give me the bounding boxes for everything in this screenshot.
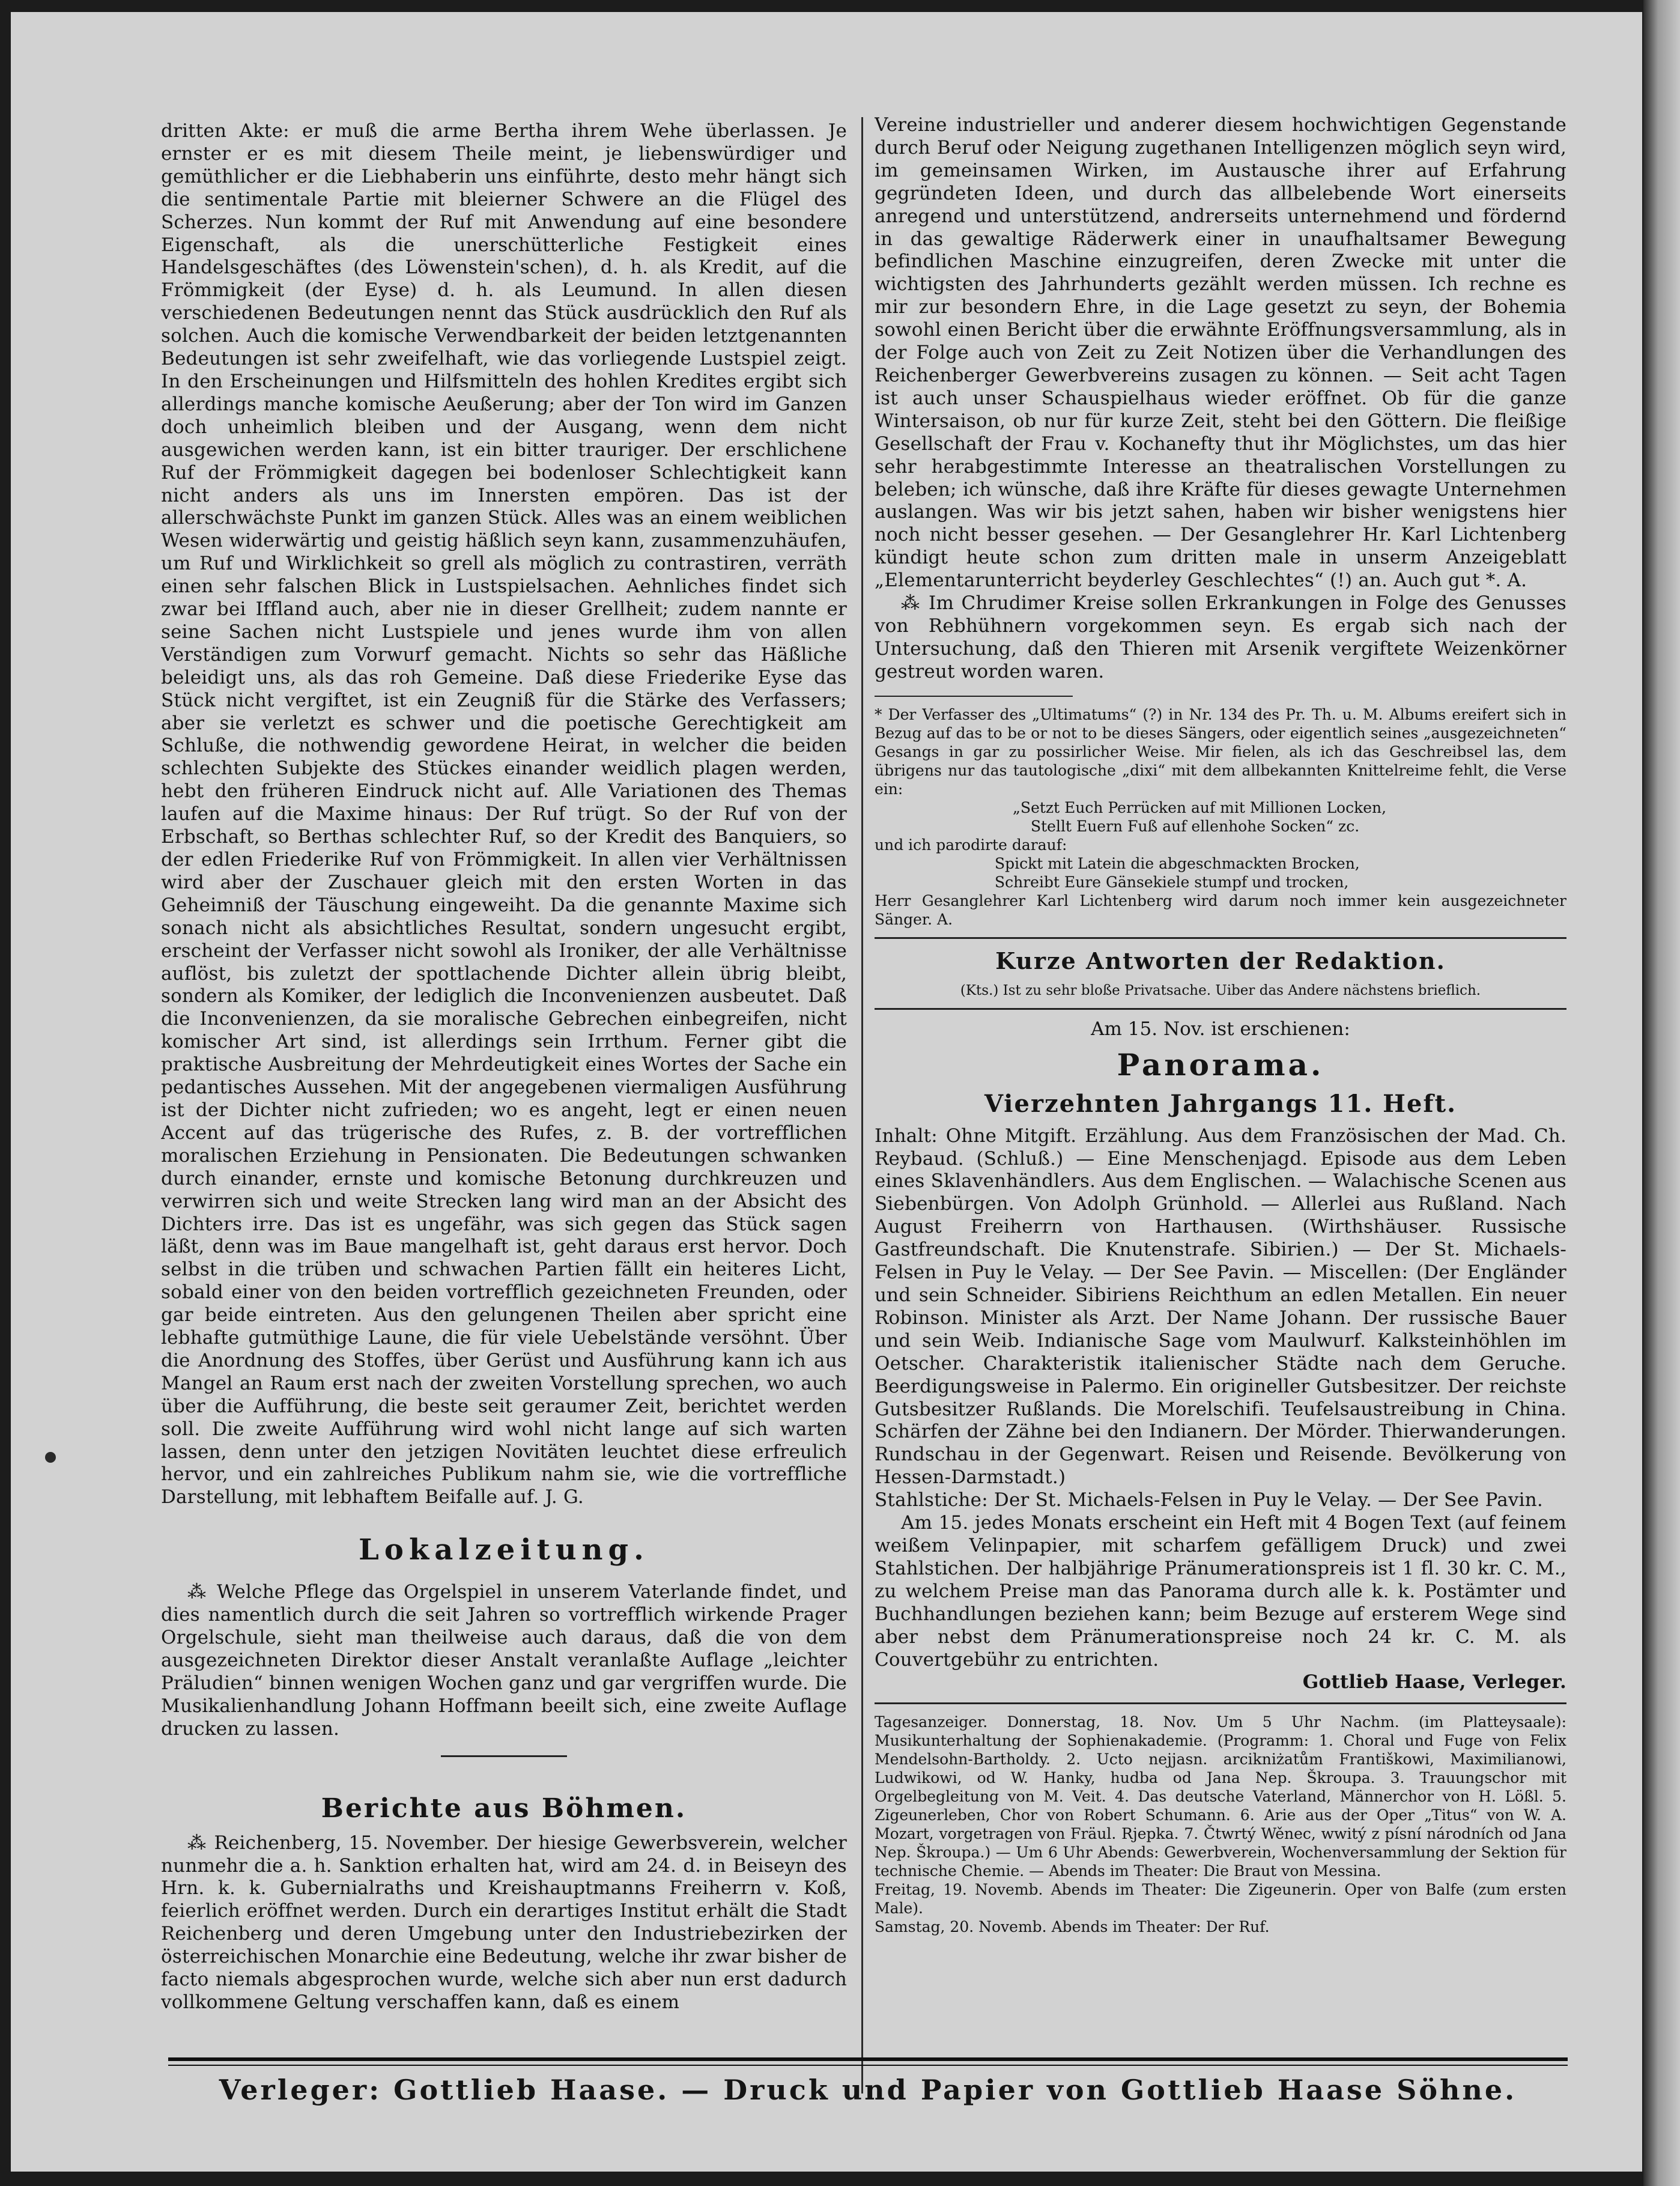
verse-line: Spickt mit Latein die abgeschmackten Brocken, xyxy=(995,854,1360,872)
berichte-text: ⁂ Reichenberg, 15. November. Der hiesige Gewerbsverein, welcher nunmehr die a. h. Sanktion erhalten hat, wird am 24. d. in Beiseyn des Hrn. k. k. Gubernialraths und Kreishauptmanns Freiherrn v. Koß, feierlich eröffnet werden. Durch ein derartiges Institut erhält die Stadt Reichenberg und deren Umgebung unter den Industriebezirken der österreichischen Monarchie eine Bedeutung, welche ihr zwar bisher de facto niemals abgesprochen wurde, welche sich aber nun erst dadurch vollkommene Geltung verschaffen kann, daß es einem xyxy=(161,1832,847,2013)
footer-rule-thin xyxy=(168,2065,1568,2066)
column-divider xyxy=(861,117,863,2093)
ad-signature: Gottlieb Haase, Verleger. xyxy=(1302,1671,1566,1693)
kurze-antworten-text: (Kts.) Ist zu sehr bloße Privatsache. Uiber das Andere nächstens brieflich. xyxy=(960,982,1481,998)
imprint: Verleger: Gottlieb Haase. — Druck und Papier von Gottlieb Haase Söhne. xyxy=(219,2074,1517,2106)
scan-edge xyxy=(1643,0,1680,2186)
footnote-end: Herr Gesanglehrer Karl Lichtenberg wird darum noch immer kein ausgezeichneter Sänger. A. xyxy=(875,891,1566,928)
section-rule xyxy=(875,1702,1566,1704)
verse-line: Schreibt Eure Gänsekiele stumpf und trocken, xyxy=(995,873,1349,891)
ad-contents: Inhalt: Ohne Mitgift. Erzählung. Aus dem Französischen der Mad. Ch. Reybaud. (Schluß.) — Eine Menschenjagd. Episode aus dem Leben eines Sklavenhändlers. Aus dem Englischen. — Walachische Scenen aus Siebenbürgen. Von Adolph Grünhold. — Allerlei aus Rußland. Nach August Freiherrn von Harthausen. (Wirthshäuser. Russische Gastfreundschaft. Die Knutenstrafe. Sibirien.) — Der St. Michaels-Felsen in Puy le Velay. — Der See Pavin. — Miscellen: (Der Engländer und sein Schneider. Sibiriens Reichthum an edlen Metallen. Ein neuer Robinson. Minister als Arzt. Der Name Johann. Der russische Bauer und sein Weib. Indianische Sage vom Maulwurf. Kalksteinhöhlen im Oetscher. Charakteristik italienischer Städte nach dem Geruche. Beerdigungsweise in Palermo. Ein origineller Gutsbesitzer. Der reichste Gutsbesitzer Rußlands. Die Morelschifi. Teufelsaustreibung in China. Schärfen der Zähne bei den Indianern. Der Mörder. Thierwanderungen. Rundschau in der Gegenwart. Reisen und Reisende. Bevölkerung von Hessen-Darmstadt.) xyxy=(875,1125,1566,1489)
verse-line: „Setzt Euch Perrücken auf mit Millionen Locken, xyxy=(1013,798,1387,816)
kurze-antworten-heading: Kurze Antworten der Redaktion. xyxy=(995,947,1446,974)
berichte-heading: Berichte aus Böhmen. xyxy=(321,1793,687,1824)
verse-line: Stellt Euern Fuß auf ellenhohe Socken“ zc. xyxy=(1031,817,1360,835)
tagesanzeiger-saturday: Samstag, 20. Novemb. Abends im Theater: Der Ruf. xyxy=(875,1918,1270,1936)
footnote-rule xyxy=(875,696,1073,697)
review-text: dritten Akte: er muß die arme Bertha ihrem Wehe überlassen. Je ernster er es mit diesem Theile meint, je liebenswürdiger und gemüthlicher er die Liebhaberin uns einführte, desto mehr hängt sich die sentimentale Partie mit bleierner Schwere an die Flügel des Scherzes. Nun kommt der Ruf mit Anwendung auf eine besondere Eigenschaft, als die unerschütterliche Festigkeit eines Handelsgeschäftes (des Löwenstein'schen), d. h. als Kredit, auf die Frömmigkeit (der Eyse) d. h. als Leumund. In allen diesen verschiedenen Bedeutungen nennt das Stück ausdrücklich den Ruf als solchen. Auch die komische Verwendbarkeit der beiden letztgenannten Bedeutungen ist sehr zweifelhaft, wie das vorliegende Lustspiel zeigt. In den Erscheinungen und Hilfsmitteln des hohlen Kredites ergibt sich allerdings manche komische Aeußerung; aber der Ton wird im Ganzen doch unheimlich bleiben und der Ausgang, wenn dem nicht ausgewichen werden kann, ist ein bitter trauriger. Der erschlichene Ruf der Frömmigkeit dagegen bei bodenloser Schlechtigkeit kann nicht anders als uns im Innersten empören. Das ist der allerschwächste Punkt im ganzen Stück. Alles was an einem weiblichen Wesen widerwärtig und geistig häßlich seyn kann, zusammenzuhäufen, um Ruf und Wirklichkeit so grell als möglich zu contrastiren, verräth einen sehr falschen Blick in Lustspielsachen. Aehnliches findet sich zwar bei Iffland auch, aber nie in dieser Grellheit; zudem nannte er seine Sachen nicht Lustspiele und jenes wurde ihm von allen Verständigen zum Vorwurf gemacht. Nichts so sehr das Häßliche beleidigt uns, als das roh Gemeine. Daß diese Friederike Eyse das Stück nicht vergiftet, ist ein Zeugniß für die Stärke des Verfassers; aber sie verletzt es schwer und die poetische Gerechtigkeit am Schluße, die nothwendig gewordene Heirat, in welcher die beiden schlechten Subjekte des Stückes einander weidlich plagen werden, hebt den früheren Eindruck nicht auf. Alle Variationen des Themas laufen auf die Maxime hinaus: Der Ruf trügt. So der Ruf von der Erbschaft, so Berthas schlechter Ruf, so der Kredit des Banquiers, so der edlen Friederike Ruf von Frömmigkeit. In allen vier Verhältnissen wird aber der Zuschauer gleich mit den ersten Worten in das Geheimniß der Täuschung eingeweiht. Da die genannte Maxime sich sonach nicht als absichtliches Resultat, sondern ungesucht ergibt, erscheint der Verfasser nicht sowohl als Ironiker, der alle Verhältnisse auflöst, bis zuletzt der spottlachende Dichter allein übrig bleibt, sondern als Komiker, der lediglich die Inconvenienzen ausbeutet. Daß die Inconvenienzen, da sie moralische Gebrechen einbegreifen, nicht komischer Art sind, ist allerdings sein Irrthum. Ferner gibt die praktische Ausbreitung der Mehrdeutigkeit eines Wortes der Sache ein pedantisches Aussehen. Mit der angegebenen viermaligen Ausführung ist der Dichter nicht zufrieden; wo es angeht, legt er einen neuen Accent auf das trügerische des Rufes, z. B. der vortrefflichen moralischen Erziehung in Pensionaten. Die Bedeutungen schwanken durch einander, ernste und komische Betonung durchkreuzen und verwirren sich und weite Strecken lang wird man an der Absicht des Dichters irre. Das ist es ungefähr, was sich gegen das Stück sagen läßt, denn was im Baue mangelhaft ist, geht daraus erst hervor. Doch selbst in die trüben und schwachen Partien fällt ein heiteres Licht, sobald einer von den beiden vortrefflich gezeichneten Freunden, oder gar beide eintreten. Aus den gelungenen Theilen aber spricht eine lebhafte gutmüthige Laune, die für viele Uebelstände versöhnt. Über die Anordnung des Stoffes, über Gerüst und Ausführung kann ich aus Mangel an Raum erst nach der zweiten Vorstellung sprechen, wo auch über die Aufführung, die beste seit geraumer Zeit, berichtet werden soll. Die zweite Aufführung wird wohl nicht lange auf sich warten lassen, denn unter den jetzigen Novitäten leuchtet diese erfreulich hervor, und ein zahlreiches Publikum nahm sie, wie die vortreffliche Darstellung, mit lebhaftem Beifalle auf. J. G. xyxy=(161,120,847,1508)
lokalzeitung-heading: Lokalzeitung. xyxy=(359,1533,649,1567)
ad-subtitle: Vierzehnten Jahrgangs 11. Heft. xyxy=(984,1089,1457,1118)
footnote-mid: und ich parodirte darauf: xyxy=(875,836,1067,854)
left-column xyxy=(161,120,847,2072)
margin-dot xyxy=(45,1452,56,1463)
ad-date: Am 15. Nov. ist erschienen: xyxy=(1091,1018,1350,1040)
ad-stahlstiche: Stahlstiche: Der St. Michaels-Felsen in Puy le Velay. — Der See Pavin. xyxy=(875,1489,1543,1511)
chrudim-news: ⁂ Im Chrudimer Kreise sollen Erkrankungen in Folge des Genusses von Rebhühnern vorgekommen seyn. Es ergab sich nach der Untersuchung, daß den Thieren mit Arsenik vergiftete Weizenkörner gestreut worden waren. xyxy=(875,592,1566,682)
ad-title: Panorama. xyxy=(1117,1046,1324,1082)
section-rule xyxy=(441,1755,567,1757)
tagesanzeiger-friday: Freitag, 19. Novemb. Abends im Theater: Die Zigeunerin. Oper von Balfe (zum ersten Male). xyxy=(875,1881,1566,1917)
footer-rule xyxy=(168,2057,1568,2061)
ad-info: Am 15. jedes Monats erscheint ein Heft mit 4 Bogen Text (auf feinem weißem Velinpapier, mit scharfem gefälligem Druck) und zwei Stahlstichen. Der halbjährige Pränumerationspreis ist 1 fl. 30 kr. C. M., zu welchem Preise man das Panorama durch alle k. k. Postämter und Buchhandlungen beziehen kann; beim Bezuge auf ersterem Wege sind aber nebst dem Pränumerationspreise noch 24 kr. C. M. als Couvertgebühr zu entrichten. xyxy=(875,1512,1566,1671)
right-column xyxy=(875,114,1566,2066)
lokalzeitung-text: ⁂ Welche Pflege das Orgelspiel in unserem Vaterlande findet, und dies namentlich durch die seit Jahren so vortrefflich wirkende Prager Orgelschule, sieht man theilweise auch daraus, daß die von dem ausgezeichneten Direktor dieser Anstalt veranlaßte Auflage „leichter Präludien“ binnen wenigen Wochen ganz und gar vergriffen wurde. Die Musikalienhandlung Johann Hoffmann beeilt sich, eine zweite Auflage drucken zu lassen. xyxy=(161,1581,847,1740)
tagesanzeiger: Tagesanzeiger. Donnerstag, 18. Nov. Um 5 Uhr Nachm. (im Platteysaale): Musikunterhaltung der Sophienakademie. (Programm: 1. Choral und Fuge von Felix Mendelsohn-Bartholdy. 2. Ucto nejjasn. arcikniżatům Františkowi, Maximilianowi, Ludwikowi, od W. Hanky, hudba od Jana Nep. Škroupa. 3. Trauungschor mit Orgelbegleitung von M. Veit. 4. Das deutsche Vaterland, Männerchor von H. Lößl. 5. Zigeunerleben, Chor von Robert Schumann. 6. Arie aus der Oper „Titus“ von W. A. Mozart, vorgetragen von Fräul. Rjepka. 7. Čtwrtý Wěnec, wwitý z písní národních od Jana Nep. Škroupa.) — Um 6 Uhr Abends: Gewerbverein, Wochenversammlung der Sektion für technische Chemie. — Abends im Theater: Die Braut von Messina. xyxy=(875,1713,1566,1880)
section-rule xyxy=(875,1008,1566,1010)
section-rule xyxy=(875,937,1566,939)
footnote-text: * Der Verfasser des „Ultimatums“ (?) in Nr. 134 des Pr. Th. u. M. Albums ereifert sich in Bezug auf das to be or not to be dieses Sängers, oder eigentlich seines „ausgezeichneten“ Gesangs in gar zu possirlicher Weise. Mir fielen, als ich das Geschreibsel las, dem übrigens nur das tautologische „dixi“ mit dem allbekannten Knittelreime fehlt, die Verse ein: xyxy=(875,705,1566,798)
reichenberg-continued: Vereine industrieller und anderer diesem hochwichtigen Gegenstande durch Beruf oder Neigung zugethanen Intelligenzen möglich seyn wird, im gemeinsamen Wirken, im Austausche ihrer auf Erfahrung gegründeten Ideen, und durch das allbelebende Wort einerseits anregend und unterstützend, andrerseits unternehmend und fördernd in das gewaltige Räderwerk einer in unaufhaltsamer Bewegung befindlichen Maschine einzugreifen, deren Zwecke mit unter die wichtigsten des Jahrhunderts gezählt werden müssen. Ich rechne es mir zur besondern Ehre, in die Lage gesetzt zu seyn, der Bohemia sowohl einen Bericht über die erwähnte Eröffnungsversammlung, als in der Folge auch von Zeit zu Zeit Notizen über die Verhandlungen des Reichenberger Gewerbvereins zusagen zu können. — Seit acht Tagen ist auch unser Schauspielhaus wieder eröffnet. Ob für die ganze Wintersaison, ob nur für kurze Zeit, steht bei den Göttern. Die fleißige Gesellschaft der Frau v. Kochanefty thut ihr Möglichstes, um das hier sehr herabgestimmte Interesse an theatralischen Vorstellungen zu beleben; ich wünsche, daß ihre Kräfte für dieses gewagte Unternehmen auslangen. Was wir bis jetzt sahen, haben wir bisher wenigstens hier noch nicht besser gesehen. — Der Gesanglehrer Hr. Karl Lichtenberg kündigt heute schon zum dritten male in unserm Anzeigeblatt „Elementarunterricht beyderley Geschlechtes“ (!) an. Auch gut *. A. xyxy=(875,114,1566,592)
